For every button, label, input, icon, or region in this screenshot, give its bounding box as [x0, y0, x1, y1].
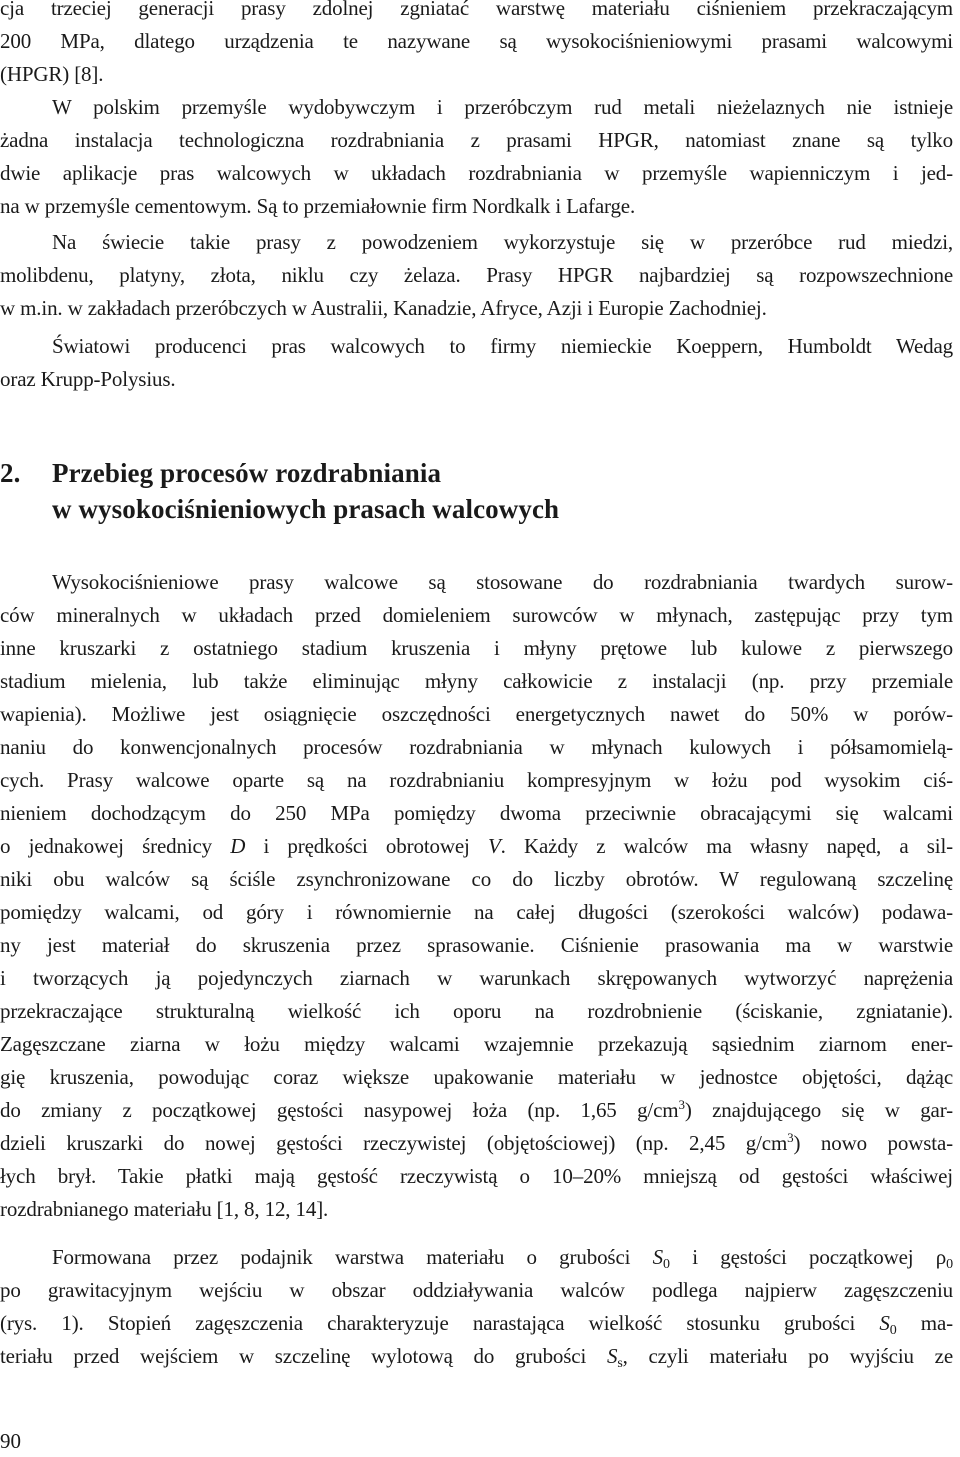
page-number: 90: [0, 1429, 21, 1453]
text-run: dzieli kruszarki do nowej gęstości rzeczywistej (objętościowej) (np. 2,45 g/cm: [0, 1131, 788, 1155]
text-run: teriału przed wejściem w szczelinę wylotową do grubości: [0, 1344, 607, 1368]
text-line: molibdenu, platyny, złota, niklu czy żelaza. Prasy HPGR najbardziej są rozpowszechnione: [0, 263, 953, 287]
superscript: 3: [787, 1130, 794, 1145]
text-line: gię kruszenia, powodując coraz większe upakowanie materiału w jednostce objętości, dążąc: [0, 1065, 953, 1089]
text-line: nieniem dochodzącym do 250 MPa pomiędzy dwoma przeciwnie obracającymi się walcami: [0, 801, 953, 825]
text-run: ) nowo powsta-: [793, 1131, 953, 1155]
symbol-thickness: S: [606, 1344, 618, 1368]
symbol-thickness: S: [879, 1311, 890, 1335]
text-line: po grawitacyjnym wejściu w obszar oddziaływania walców podlega najpierw zagęszczeniu: [0, 1278, 953, 1302]
text-line: żadna instalacja technologiczna rozdrabniania z prasami HPGR, natomiast znane są tylko: [0, 128, 953, 152]
text-line: oraz Krupp-Polysius.: [0, 367, 176, 391]
text-line: przekraczające strukturalną wielkość ich oporu na rozdrobnienie (ściskanie, zgniatanie).: [0, 999, 953, 1023]
text-run: i prędkości obrotowej: [245, 834, 488, 858]
text-line: i tworzących ją pojedynczych ziarnach w warunkach skrępowanych wytworzyć naprężenia: [0, 966, 953, 990]
text-line: [0, 1094, 953, 1127]
text-run: o jednakowej średnicy: [0, 834, 231, 858]
text-line: inne kruszarki z ostatniego stadium kruszenia i młyny prętowe lub kulowe z pierwszego: [0, 636, 953, 660]
intro-paragraph-2: [0, 91, 953, 223]
text-line: [0, 830, 953, 863]
text-line: niki obu walców są ściśle zsynchronizowane co do liczby obrotów. W regulowaną szczelinę: [0, 867, 953, 891]
text-line: rozdrabnianego materiału [1, 8, 12, 14].: [0, 1197, 329, 1221]
subscript: 0: [663, 1257, 670, 1272]
subscript: 0: [889, 1323, 897, 1338]
intro-paragraph-1: [0, 0, 953, 91]
text-line: na w przemyśle cementowym. Są to przemiałownie firm Nordkalk i Lafarge.: [0, 194, 636, 218]
text-line: [0, 1340, 953, 1373]
symbol-thickness: S: [652, 1245, 663, 1269]
subscript: s: [617, 1356, 623, 1371]
text-line: Na świecie takie prasy z powodzeniem wykorzystuje się w przeróbce rud miedzi,: [52, 230, 953, 254]
intro-paragraph-3: [0, 226, 953, 325]
text-run: (rys. 1). Stopień zagęszczenia charakteryzuje narastająca wielkość stosunku grubości: [0, 1311, 880, 1335]
text-line: w m.in. w zakładach przeróbczych w Australii, Kanadzie, Afryce, Azji i Europie Zachodniej.: [0, 296, 767, 320]
section-title-line-1: Przebieg procesów rozdrabniania: [52, 458, 442, 488]
text-line: łych brył. Takie płatki mają gęstość rzeczywistą o 10–20% mniejszą od gęstości właściwej: [0, 1164, 953, 1188]
text-run: do zmiany z początkowej gęstości nasypowej łoża (np. 1,65 g/cm: [0, 1098, 679, 1122]
text-line: stadium mielenia, lub także eliminując młyny całkowicie z instalacji (np. przy przemiale: [0, 669, 953, 693]
text-line: ny jest materiał do skruszenia przez sprasowanie. Ciśnienie prasowania ma w warstwie: [0, 933, 953, 957]
superscript: 3: [678, 1097, 685, 1112]
subscript: 0: [946, 1257, 953, 1272]
symbol-speed: V: [487, 834, 501, 858]
section-number: 2.: [0, 458, 21, 488]
text-line: [0, 1127, 953, 1160]
text-line: dwie aplikacje pras walcowych w układach rozdrabniania w przemyśle wapienniczym i jed-: [0, 161, 953, 185]
text-line: cja trzeciej generacji prasy zdolnej zgniatać warstwę materiału ciśnieniem przekraczającym: [0, 0, 953, 20]
text-run: i gęstości początkowej ρ: [669, 1245, 947, 1269]
section-heading: [0, 455, 559, 527]
text-line: W polskim przemyśle wydobywczym i przeróbczym rud metali nieżelaznych nie istnieje: [52, 95, 953, 119]
symbol-diameter: D: [230, 834, 246, 858]
text-line: [0, 1307, 953, 1340]
text-run: , czyli materiału po wyjściu ze: [622, 1344, 953, 1368]
text-line: Światowi producenci pras walcowych to firmy niemieckie Koeppern, Humboldt Wedag: [52, 334, 953, 358]
text-line: naniu do konwencjonalnych procesów rozdrabniania w młynach kulowych i półsamomielą-: [0, 735, 953, 759]
text-line: 200 MPa, dlatego urządzenia te nazywane są wysokociśnieniowymi prasami walcowymi: [0, 29, 953, 53]
text-line: cych. Prasy walcowe oparte są na rozdrabnianiu kompresyjnym w łożu pod wysokim ciś-: [0, 768, 953, 792]
text-line: Zagęszczane ziarna w łożu między walcami wzajemnie przekazują sąsiednim ziarnom ener-: [0, 1032, 953, 1056]
text-run: ma-: [896, 1311, 953, 1335]
text-run: ) znajdującego się w gar-: [684, 1098, 953, 1122]
text-line: (HPGR) [8].: [0, 62, 104, 86]
body-paragraph-2: [0, 1241, 953, 1373]
text-line: ców mineralnych w układach przed domieleniem surowców w młynach, zastępując przy tym: [0, 603, 953, 627]
section-title-line-2: w wysokociśnieniowych prasach walcowych: [52, 494, 560, 524]
text-line: [0, 1241, 953, 1274]
text-line: pomiędzy walcami, od góry i równomiernie na całej długości (szerokości walców) podawa-: [0, 900, 953, 924]
intro-paragraph-4: [0, 330, 953, 396]
body-paragraph-1: [0, 566, 953, 1226]
text-line: Wysokociśnieniowe prasy walcowe są stosowane do rozdrabniania twardych surow-: [52, 570, 953, 594]
text-run: Formowana przez podajnik warstwa materiału o grubości: [52, 1245, 653, 1269]
text-line: wapienia). Możliwe jest osiągnięcie oszczędności energetycznych nawet do 50% w porów-: [0, 702, 953, 726]
text-run: . Każdy z walców ma własny napęd, a sil-: [500, 834, 953, 858]
heading-line-1: [0, 458, 441, 488]
